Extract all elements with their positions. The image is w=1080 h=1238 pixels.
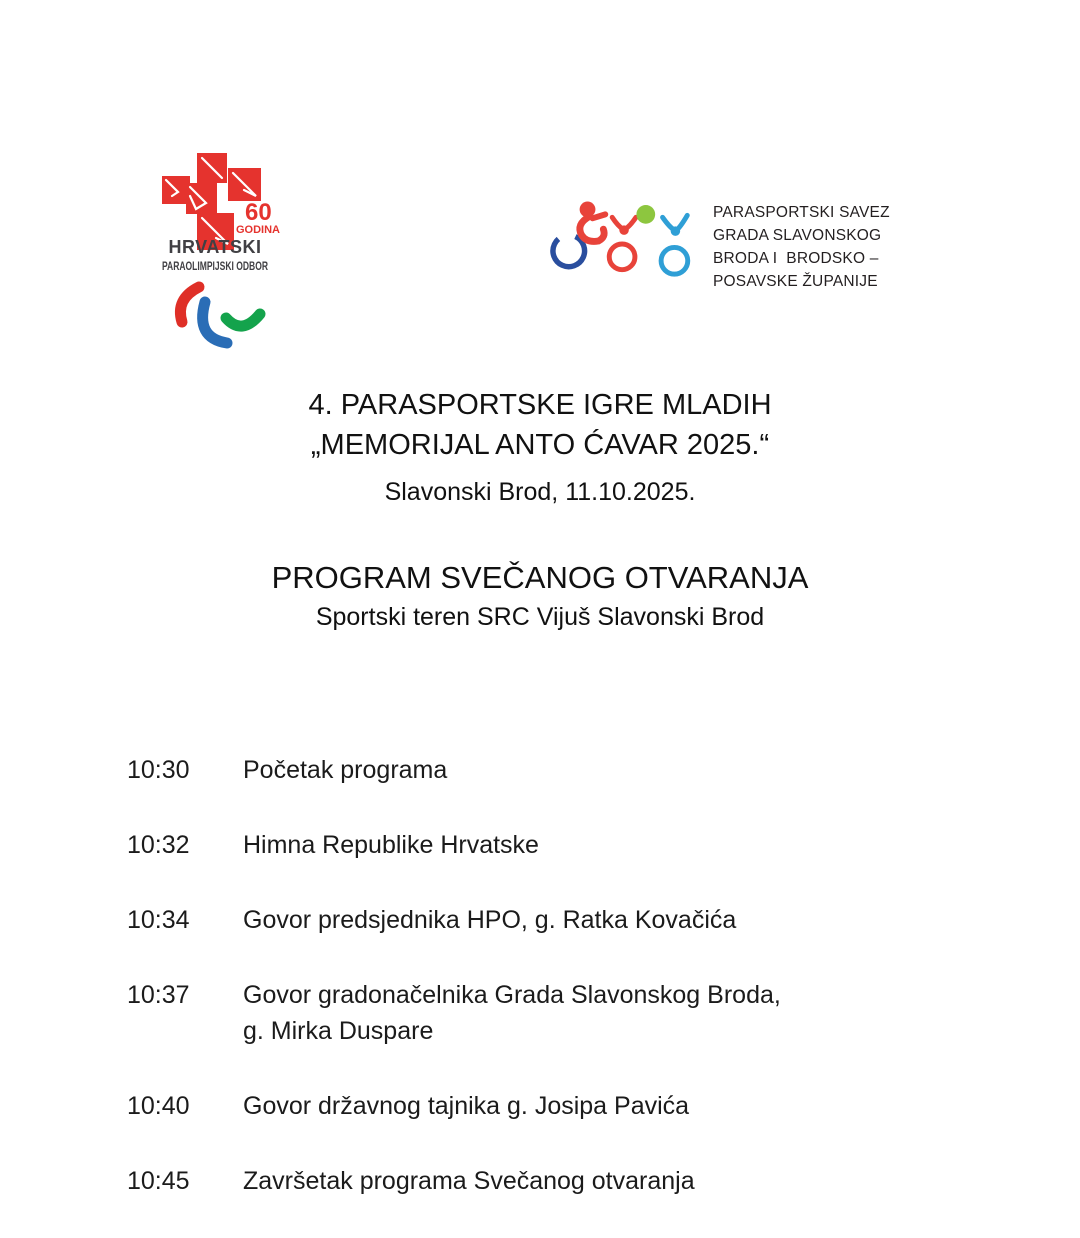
- schedule-time: 10:32: [127, 831, 190, 859]
- schedule-time: 10:40: [127, 1092, 190, 1120]
- ball-icon: [636, 205, 655, 224]
- hpo-60-label: 60: [245, 199, 272, 226]
- schedule-activity: [243, 977, 781, 1049]
- schedule-row: [127, 902, 957, 938]
- schedule-row: [127, 1088, 957, 1124]
- schedule-activity-line1: Govor gradonačelnika Grada Slavonskog Broda,: [243, 981, 781, 1009]
- parasport-name-line: POSAVSKE ŽUPANIJE: [713, 273, 878, 290]
- schedule-time: 10:34: [127, 906, 190, 934]
- program-venue: Sportski teren SRC Vijuš Slavonski Brod: [315, 603, 765, 631]
- schedule-row: [127, 1163, 957, 1199]
- hpo-logo: [148, 146, 318, 361]
- agitos-icon: [180, 287, 260, 343]
- schedule-time: 10:37: [127, 981, 190, 1009]
- event-date-location: Slavonski Brod, 11.10.2025.: [384, 478, 696, 506]
- event-title-line1: 4. PARASPORTSKE IGRE MLADIH: [308, 389, 772, 421]
- schedule-time: 10:30: [127, 756, 190, 784]
- parasport-name-line: BRODA I BRODSKO –: [713, 250, 879, 267]
- schedule-row: [127, 977, 957, 1049]
- schedule-activity: Početak programa: [243, 756, 448, 784]
- program-heading: PROGRAM SVEČANOG OTVARANJA: [271, 560, 809, 595]
- schedule-time: 10:45: [127, 1167, 190, 1195]
- schedule-activity: Himna Republike Hrvatske: [243, 831, 539, 859]
- schedule-activity: Završetak programa Svečanog otvaranja: [243, 1167, 695, 1195]
- parasport-association-name: [713, 201, 913, 293]
- event-title-block: [0, 385, 1080, 509]
- schedule-activity: Govor državnog tajnika g. Josipa Pavića: [243, 1092, 690, 1120]
- schedule-activity-line2: g. Mirka Duspare: [243, 1017, 434, 1045]
- event-title-line2: „MEMORIJAL ANTO ĆAVAR 2025.“: [310, 429, 770, 461]
- hpo-org-line1: HRVATSKI: [168, 237, 262, 257]
- parasport-name-line: GRADA SLAVONSKOG: [713, 227, 882, 244]
- hpo-org-line2: PARAOLIMPIJSKI ODBOR: [162, 261, 269, 273]
- schedule-row: [127, 827, 957, 863]
- hpo-godina-label: GODINA: [236, 224, 280, 236]
- parasport-name-line: PARASPORTSKI SAVEZ: [713, 204, 890, 221]
- schedule-row: [127, 752, 957, 788]
- program-heading-block: [0, 557, 1080, 635]
- schedule-activity: Govor predsjednika HPO, g. Ratka Kovačića: [243, 906, 737, 934]
- parasport-logo-icon: [550, 188, 708, 298]
- schedule-list: [127, 752, 957, 1238]
